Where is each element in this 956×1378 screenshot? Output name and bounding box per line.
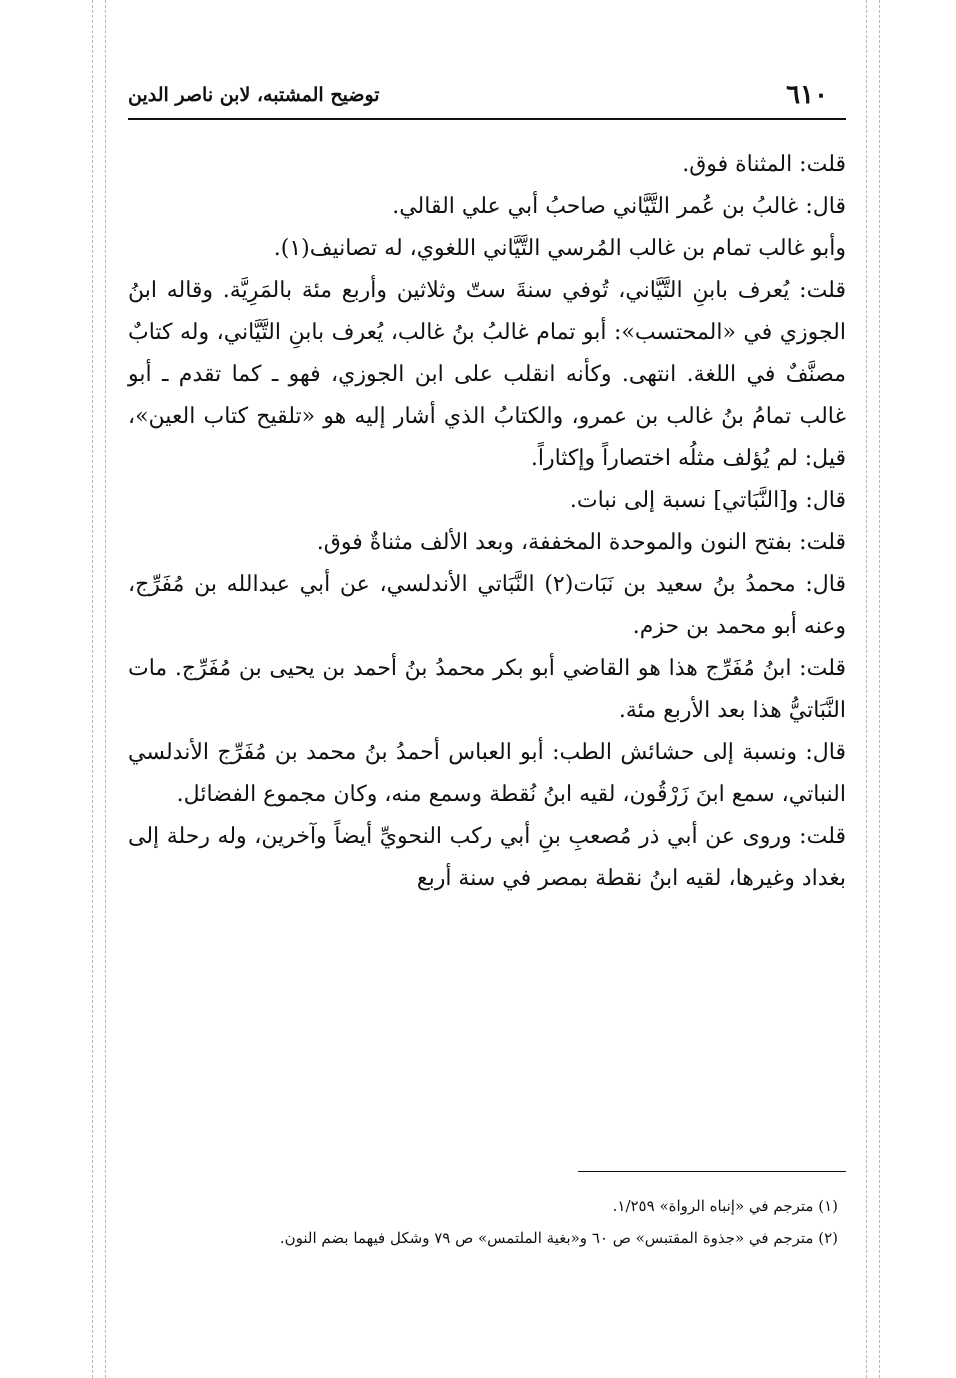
footnotes xyxy=(128,1190,838,1254)
paragraph: قلت: وروى عن أبي ذر مُصعبِ بنِ أبي ركب النحويِّ أيضاً وآخرين، وله رحلة إلى بغداد وغيرها، لقيه ابنُ نقطة بمصر في سنة أربع xyxy=(128,824,846,891)
paragraph: قلت: المثناة فوق. xyxy=(682,152,846,177)
footnote-separator xyxy=(578,1171,846,1172)
scan-margin-line-right-outer xyxy=(879,0,880,1378)
paragraph: قال: ونسبة إلى حشائش الطب: أبو العباس أحمدُ بنُ محمد بن مُفَرِّج الأندلسي النباتي، سمع ابنَ زَرْقُون، لقيه ابنُ نُقطة وسمع منه، وكان مجموع الفضائل. xyxy=(128,740,846,807)
scan-margin-line-right-inner xyxy=(866,0,867,1378)
main-text xyxy=(128,136,846,900)
paragraph: قال: محمدُ بنُ سعيد بن نَبَات(٢) النَّبَاتي الأندلسي، عن أبي عبدالله بن مُفَرِّج، وعنه أبو محمد بن حزم. xyxy=(128,572,846,639)
footnote: (١) مترجم في «إنباه الرواة» ١/٢٥٩. xyxy=(612,1197,838,1215)
paragraph: قال: و[النَّبَاتي] نسبة إلى نبات. xyxy=(569,488,846,513)
paragraph: قال: غالبُ بن عُمر التَّيَّاني صاحبُ أبي علي القالي. xyxy=(392,194,846,219)
page-header xyxy=(128,78,846,120)
footnote: (٢) مترجم في «جذوة المقتبس» ص ٦٠ و«بغية الملتمس» ص ٧٩ وشكل فيهما بضم النون. xyxy=(279,1229,838,1247)
paragraph: وأبو غالب تمام بن غالب المُرسي التَّيَّاني اللغوي، له تصانيف(١). xyxy=(273,236,846,261)
paragraph: قلت: يُعرف بابنِ التَّيَّاني، تُوفي سنةَ ستّ وثلاثين وأربع مئة بالمَرِيَّة. وقاله ابنُ الجوزي في «المحتسب»: أبو تمام غالبُ بنُ غالب، يُعرف بابنِ التَّيَّاني، وله كتابٌ مصنَّفٌ في اللغة. انتهى. وكأنه انقلب على ابن الجوزي، فهو ـ كما تقدم ـ أبو غالب تمامُ بنُ غالب بن عمرو، والكتابُ الذي أشار إليه هو «تلقيح كتاب العين»، قيل: لم يُؤلف مثلُه اختصاراً وإكثاراً. xyxy=(128,278,846,471)
scan-margin-line-left-outer xyxy=(92,0,93,1378)
paragraph: قلت: ابنُ مُفَرِّج هذا هو القاضي أبو بكر محمدُ بنُ أحمد بن يحيى بن مُفَرِّج. مات النَّبَاتيُّ هذا بعد الأربع مئة. xyxy=(128,656,846,723)
scan-margin-line-left-inner xyxy=(105,0,106,1378)
page-number: ٦١٠ xyxy=(786,80,828,110)
running-title: توضيح المشتبه، لابن ناصر الدين xyxy=(128,84,380,106)
book-page xyxy=(128,78,846,1298)
paragraph: قلت: بفتح النون والموحدة المخففة، وبعد الألف مثناةٌ فوق. xyxy=(316,530,846,555)
